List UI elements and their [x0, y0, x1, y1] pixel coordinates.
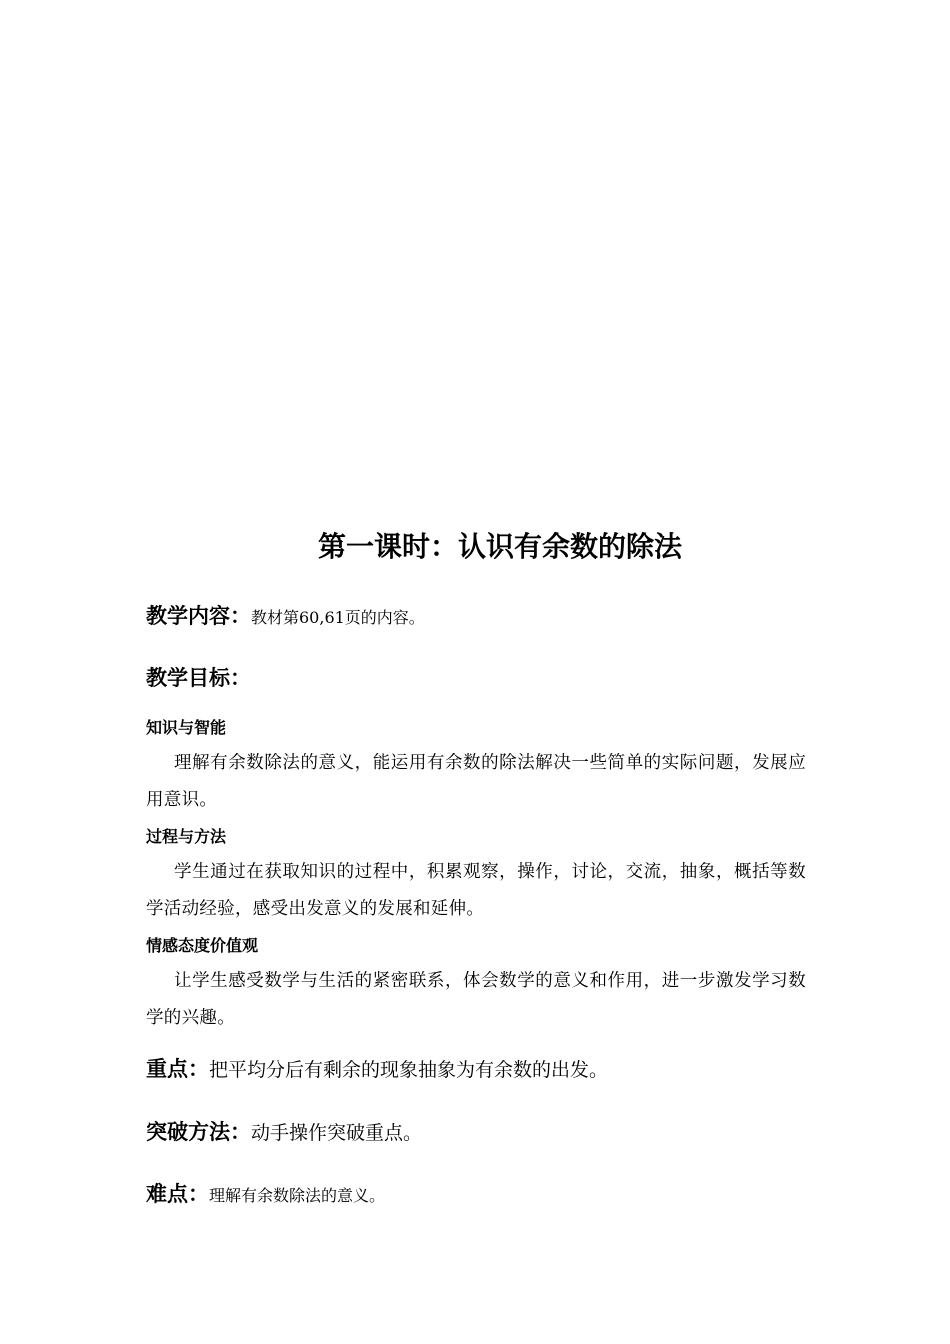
method-value: 动手操作突破重点。 [251, 1122, 423, 1144]
method-row [146, 1115, 422, 1151]
process-heading: 过程与方法 [146, 827, 227, 846]
key-point-label: 重点： [146, 1057, 209, 1081]
teaching-content-label: 教学内容： [146, 604, 251, 628]
key-point-row [146, 1052, 608, 1088]
page-title: 第一课时：认识有余数的除法 [318, 530, 683, 563]
emotion-heading: 情感态度价值观 [146, 936, 259, 955]
method-label: 突破方法： [146, 1120, 251, 1144]
emotion-paragraph: 让学生感受数学与生活的紧密联系，体会数学的意义和作用，进一步激发学习数学的兴趣。 [146, 971, 806, 1028]
teaching-objectives-row [146, 662, 251, 696]
process-paragraph: 学生通过在获取知识的过程中，积累观察，操作，讨论，交流，抽象，概括等数学活动经验，感受出发意义的发展和延伸。 [146, 862, 806, 919]
teaching-content-value: 教材第60,61页的内容。 [251, 608, 425, 627]
difficulty-label: 难点： [146, 1182, 209, 1206]
difficulty-row [146, 1177, 385, 1213]
knowledge-paragraph: 理解有余数除法的意义，能运用有余数的除法解决一些简单的实际问题，发展应用意识。 [146, 753, 806, 810]
key-point-value: 把平均分后有剩余的现象抽象为有余数的出发。 [209, 1059, 609, 1081]
teaching-objectives-label: 教学目标： [146, 666, 251, 690]
knowledge-heading: 知识与智能 [146, 718, 227, 737]
teaching-content-row [146, 600, 425, 634]
difficulty-value: 理解有余数除法的意义。 [209, 1186, 386, 1205]
